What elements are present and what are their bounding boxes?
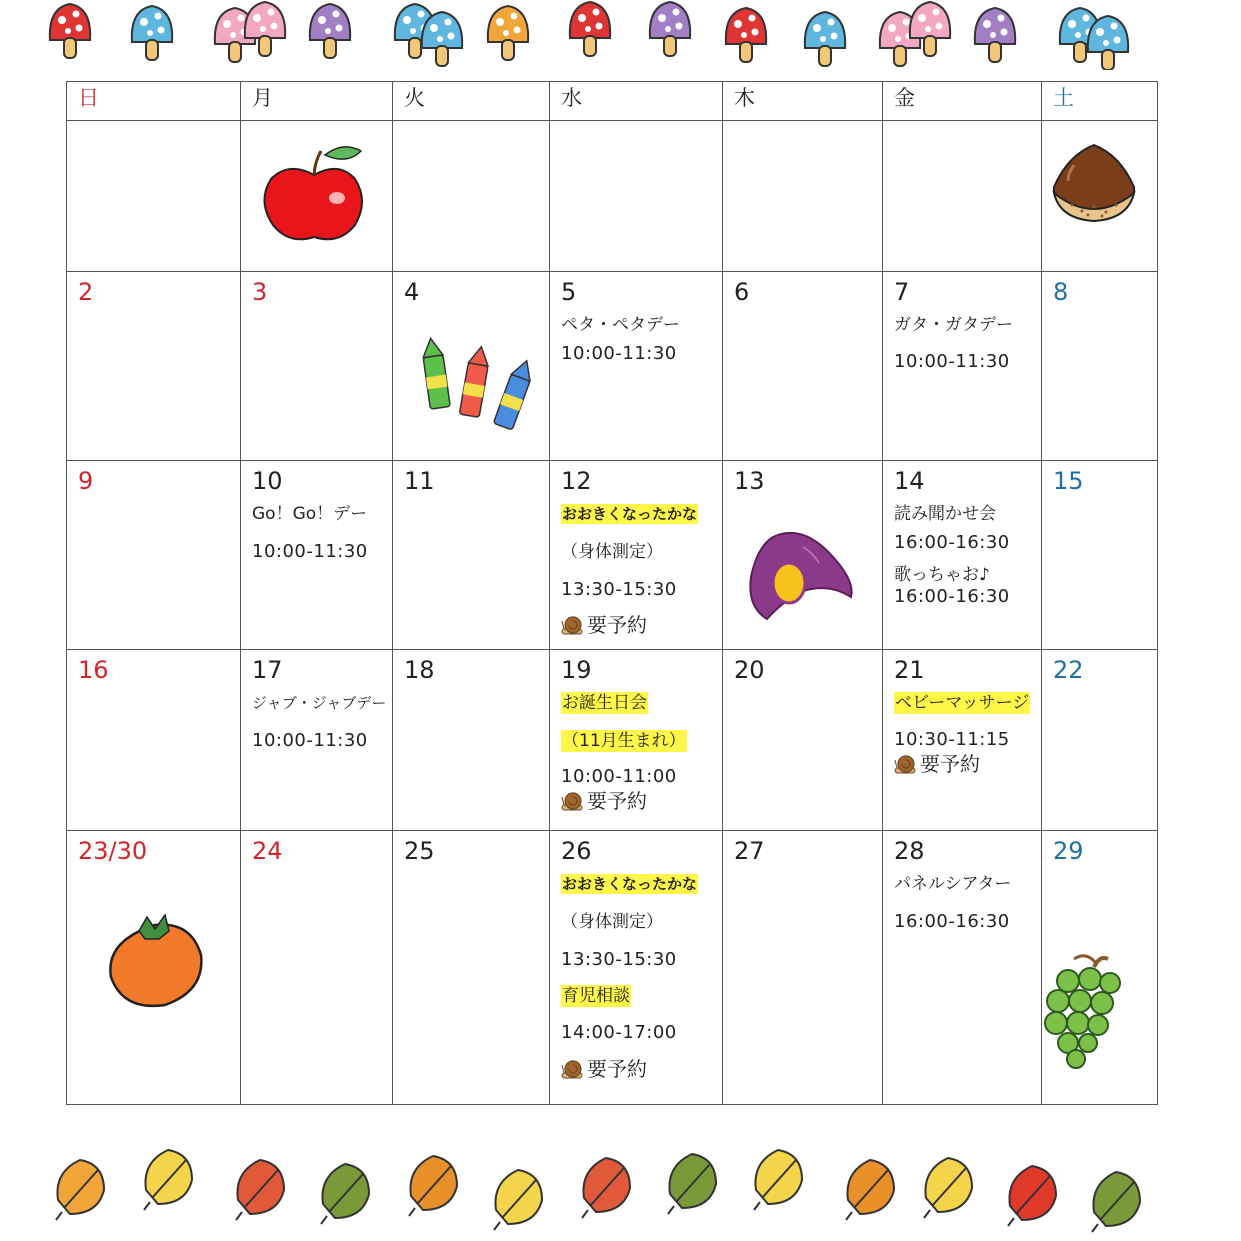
event-time: 10:00-11:30 [561,343,677,364]
event-time: 10:00-11:30 [252,541,368,562]
autumn-leaf-icon [56,1150,1140,1232]
day-cell [241,461,393,650]
day-number: 27 [734,837,765,865]
day-cell [393,272,550,461]
day-number: 2 [78,278,94,306]
event-title: 読み聞かせ会 [894,504,996,524]
day-number: 7 [894,278,910,306]
reservation-required [894,752,1041,776]
day-number: 20 [734,656,765,684]
day-cell [883,121,1042,272]
day-cell [550,461,723,650]
day-cell [393,121,550,272]
event-time: 10:00-11:00 [561,766,677,787]
day-cell [883,272,1042,461]
reservation-label: 要予約 [587,613,647,637]
day-number: 17 [252,656,283,684]
day-number: 8 [1053,278,1069,306]
day-cell [883,650,1042,831]
event-title-highlight: おおきくなったかな [562,505,698,523]
mushroom-border [30,0,1210,70]
event-time: 16:00-16:30 [894,586,1010,607]
day-cell [550,272,723,461]
event-time: 16:00-16:30 [894,532,1010,553]
day-cell [67,272,241,461]
snail-icon [561,791,583,811]
day-cell [723,461,883,650]
day-number: 21 [894,656,925,684]
event-title: ガタ・ガタデー [894,315,1013,335]
week-row [67,650,1158,831]
day-number: 13 [734,467,765,495]
day-number: 5 [561,278,577,306]
day-cell [241,650,393,831]
day-cell [241,831,393,1105]
snail-icon [561,1059,583,1079]
event-time: 10:00-11:30 [894,351,1010,372]
weekday-header-wed: 水 [550,82,723,121]
day-cell [550,650,723,831]
chestnut-icon [1048,141,1140,225]
day-cell [723,831,883,1105]
day-cell [393,461,550,650]
weekday-header-sun: 日 [67,82,241,121]
grape-icon [1034,951,1130,1071]
event-title: パネルシアター [894,874,1012,894]
day-cell [883,831,1042,1105]
day-cell [723,650,883,831]
reservation-required [561,1057,722,1081]
event-title: ジャブ・ジャブデー [252,694,387,712]
day-number: 9 [78,467,94,495]
weekday-header-row [67,82,1158,121]
event-subtitle: （身体測定） [561,542,663,562]
weekday-header-fri: 金 [883,82,1042,121]
event-title: ペタ・ペタデー [561,315,680,335]
day-cell [1042,461,1158,650]
event-title-highlight: ベビーマッサージ [895,693,1030,713]
day-number: 25 [404,837,435,865]
day-cell [883,461,1042,650]
crayon-icon [411,334,541,444]
day-cell [67,121,241,272]
weekday-header-sat: 土 [1042,82,1158,121]
day-cell [241,272,393,461]
event-title-highlight: おおきくなったかな [562,875,698,893]
day-cell [1042,650,1158,831]
reservation-label: 要予約 [587,1057,647,1081]
snail-icon [561,615,583,635]
day-number: 26 [561,837,592,865]
day-cell [241,121,393,272]
weekday-header-thu: 木 [723,82,883,121]
day-cell [723,121,883,272]
day-cell [67,650,241,831]
reservation-label: 要予約 [920,752,980,776]
week-row [67,831,1158,1105]
day-cell [1042,831,1158,1105]
event-subtitle: （身体測定） [561,912,663,932]
day-number: 15 [1053,467,1084,495]
event-title-highlight: お誕生日会 [562,693,647,713]
event-time: 10:30-11:15 [894,729,1010,750]
day-cell [67,831,241,1105]
day-number: 12 [561,467,592,495]
sweet-potato-icon [743,527,858,627]
day-cell [393,831,550,1105]
day-number: 23/30 [78,837,148,865]
day-number: 4 [404,278,420,306]
day-number: 22 [1053,656,1084,684]
weekday-header-tue: 火 [393,82,550,121]
week-row [67,272,1158,461]
day-number: 19 [561,656,592,684]
event-time: 10:00-11:30 [252,730,368,751]
day-cell [393,650,550,831]
event-time: 13:30-15:30 [561,949,677,970]
day-number: 3 [252,278,268,306]
day-cell [1042,121,1158,272]
weekday-header-mon: 月 [241,82,393,121]
day-cell [550,121,723,272]
snail-icon [894,754,916,774]
persimmon-icon [105,911,207,1011]
calendar-table [66,81,1158,1105]
event-time: 14:00-17:00 [561,1022,677,1043]
day-number: 10 [252,467,283,495]
week-row [67,461,1158,650]
reservation-required [561,613,722,637]
day-number: 28 [894,837,925,865]
apple-icon [259,143,369,248]
day-number: 24 [252,837,283,865]
day-cell [1042,272,1158,461]
event-title: 歌っちゃお♪ [894,565,990,585]
day-number: 16 [78,656,109,684]
mushroom-icon [50,2,1128,70]
leaf-border [40,1140,1200,1240]
reservation-required [561,789,722,813]
day-number: 11 [404,467,435,495]
day-number: 18 [404,656,435,684]
week-row [67,121,1158,272]
day-number: 29 [1053,837,1084,865]
day-number: 6 [734,278,750,306]
event-subtitle-highlight: （11月生まれ） [562,731,686,751]
day-cell [723,272,883,461]
reservation-label: 要予約 [587,789,647,813]
event-time: 13:30-15:30 [561,579,677,600]
day-cell [550,831,723,1105]
day-cell [67,461,241,650]
day-number: 14 [894,467,925,495]
event-time: 16:00-16:30 [894,911,1010,932]
event-title: Go！Go！デー [252,504,368,524]
event-title-highlight: 育児相談 [562,986,630,1006]
